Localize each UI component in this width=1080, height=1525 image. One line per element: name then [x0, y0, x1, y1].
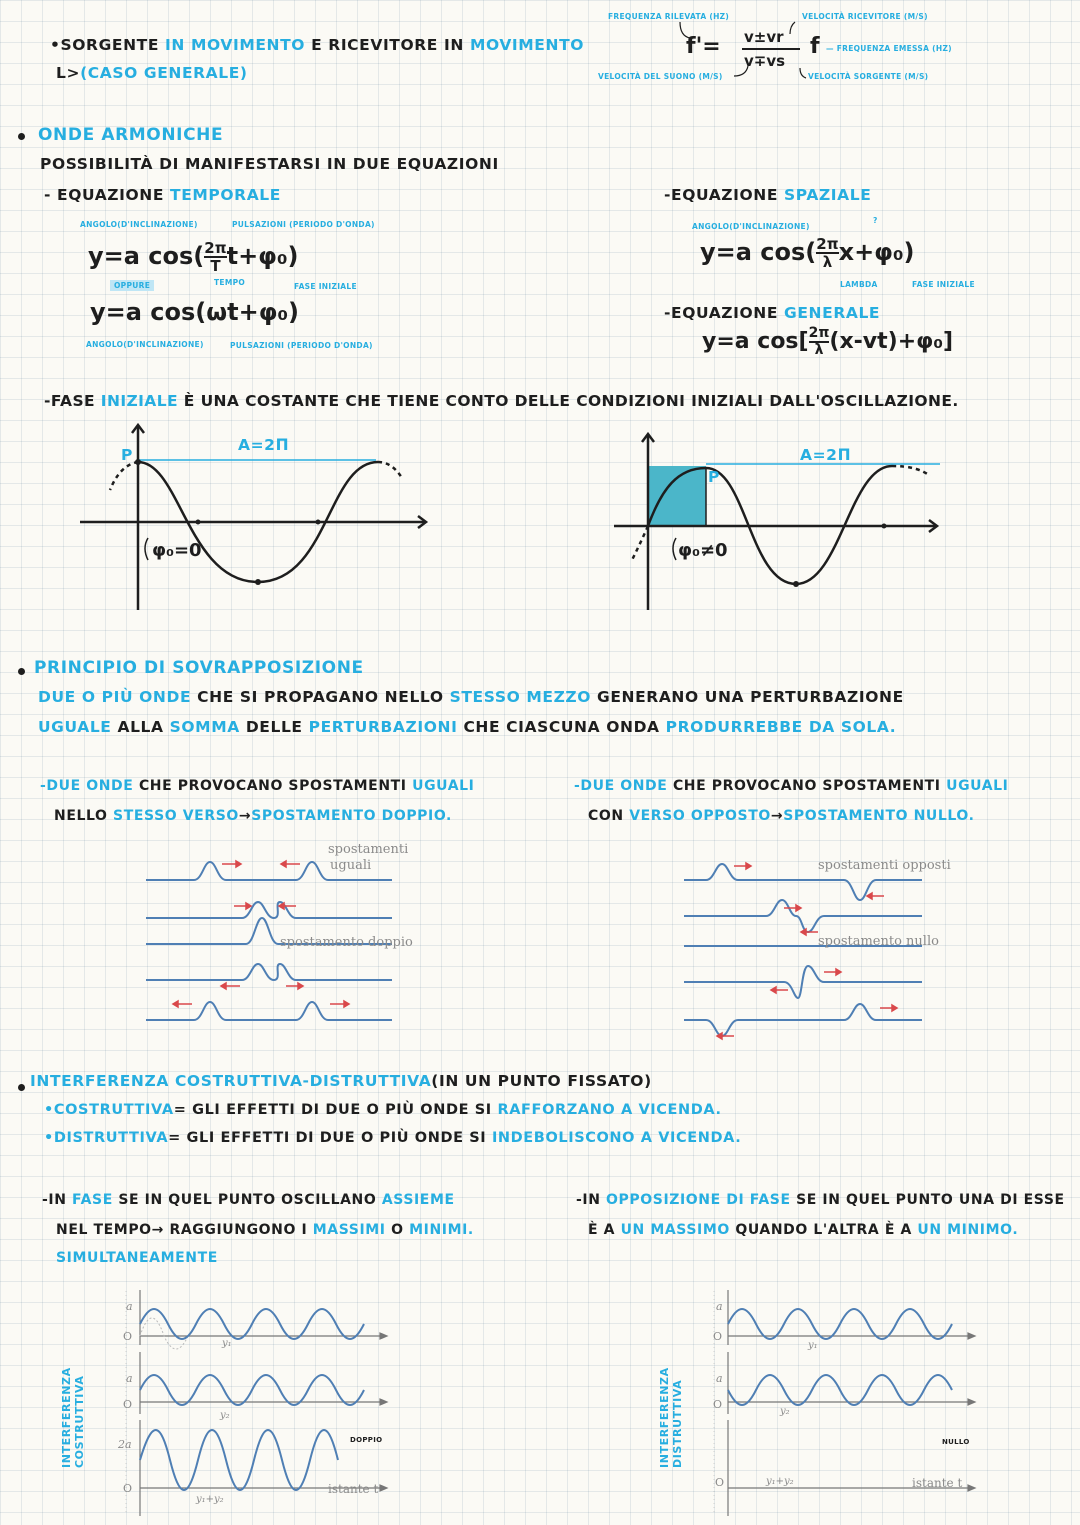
- header-title: •SORGENTE IN MOVIMENTO E RICEVITORE IN MOVIMENTO: [50, 36, 585, 54]
- label-spostamenti-uguali: spostamenti uguali: [328, 842, 409, 873]
- pulse-label-2: PULSAZIONI (PERIODO D'ONDA): [230, 341, 373, 350]
- general-eq: y=a cos[ $\frac{2\pi}{\lambda}$ (x-vt)+φ₀]: [702, 325, 954, 358]
- fase-iniziale-label: FASE INIZIALE: [294, 282, 357, 291]
- phase-graph-nonzero: [600, 424, 960, 614]
- axis-zero-r3: O: [715, 1476, 725, 1489]
- harmonic-title: ONDE ARMONICHE: [38, 125, 224, 145]
- sup-right-line1: -DUE ONDE CHE PROVOCANO SPOSTAMENTI UGUALI: [574, 778, 1009, 794]
- sup-right-line2: CON VERSO OPPOSTO→SPOSTAMENTO NULLO.: [588, 808, 975, 824]
- doppler-connectors: [0, 0, 1080, 100]
- axis-a-r2: a: [716, 1372, 723, 1385]
- doppler-rhs: f: [810, 34, 820, 59]
- axis-zero-r2: O: [713, 1398, 723, 1411]
- fase-sentence: -FASE INIZIALE È UNA COSTANTE CHE TIENE CONTO DELLE CONDIZIONI INIZIALI DALL'OSCILLAZIONE.: [44, 392, 959, 410]
- label-y2: y₂: [220, 1410, 230, 1421]
- sup-left-line2: NELLO STESSO VERSO→SPOSTAMENTO DOPPIO.: [54, 808, 452, 824]
- bullet: [18, 133, 25, 140]
- label-spostamento-doppio: spostamento doppio: [280, 935, 413, 950]
- side-label-distruttiva: INTERFERENZA DISTRUTTIVA: [658, 1367, 684, 1468]
- graph2-phi: φ₀≠0: [678, 540, 728, 561]
- label-y2-r: y₂: [780, 1406, 790, 1417]
- spatial-eq: y=a cos( $\frac{2\pi}{\lambda}$ x+φ₀): [700, 235, 915, 271]
- doppio-label: DOPPIO: [350, 1436, 383, 1444]
- label-freq-emessa: — FREQUENZA EMESSA (HZ): [826, 44, 952, 53]
- axis-a-r1: a: [716, 1300, 723, 1313]
- lambda-label: LAMBDA: [840, 280, 878, 289]
- bullet: [18, 668, 25, 675]
- label-vel-sorgente: VELOCITÀ SORGENTE (M/S): [808, 72, 929, 81]
- axis-a-2: a: [126, 1372, 133, 1385]
- axis-zero-3: O: [123, 1482, 133, 1495]
- spatial-question: ?: [873, 216, 878, 225]
- istante-right: istante t: [912, 1476, 963, 1490]
- pulse-label: PULSAZIONI (PERIODO D'ONDA): [232, 220, 375, 229]
- label-vel-ricevitore: VELOCITÀ RICEVITORE (M/S): [802, 12, 928, 21]
- angle-label: ANGOLO(D'INCLINAZIONE): [80, 220, 198, 229]
- label-vel-suono: VELOCITÀ DEL SUONO (M/S): [598, 72, 723, 81]
- in-fase-line3: SIMULTANEAMENTE: [56, 1250, 218, 1266]
- graph1-phi: φ₀=0: [152, 540, 202, 561]
- superposition-title: PRINCIPIO DI SOVRAPPOSIZIONE: [34, 658, 364, 678]
- spatial-fase-label: FASE INIZIALE: [912, 280, 975, 289]
- nullo-label: NULLO: [942, 1438, 970, 1446]
- sup-left-line1: -DUE ONDE CHE PROVOCANO SPOSTAMENTI UGUALI: [40, 778, 475, 794]
- doppler-denominator: v∓vs: [744, 52, 786, 70]
- angle-label-2: ANGOLO(D'INCLINAZIONE): [86, 340, 204, 349]
- spatial-angle-label: ANGOLO(D'INCLINAZIONE): [692, 222, 810, 231]
- in-fase-line1: -IN FASE SE IN QUEL PUNTO OSCILLANO ASSIEME: [42, 1192, 455, 1208]
- costruttiva-def: •COSTRUTTIVA= GLI EFFETTI DI DUE O PIÙ ONDE SI RAFFORZANO A VICENDA.: [44, 1102, 722, 1118]
- graph1-a-label: A=2Π: [238, 436, 290, 454]
- general-heading: -EQUAZIONE GENERALE: [664, 304, 881, 322]
- distruttiva-def: •DISTRUTTIVA= GLI EFFETTI DI DUE O PIÙ ONDE SI INDEBOLISCONO A VICENDA.: [44, 1130, 742, 1146]
- label-spostamento-nullo: spostamento nullo: [818, 934, 939, 949]
- axis-zero-2: O: [123, 1398, 133, 1411]
- label-freq-rilevata: FREQUENZA RILEVATA (HZ): [608, 12, 730, 21]
- in-fase-line2: NEL TEMPO→ RAGGIUNGONO I MASSIMI O MINIMI.: [56, 1222, 474, 1238]
- temporal-heading: - EQUAZIONE TEMPORALE: [44, 186, 281, 204]
- oppure-badge: OPPURE: [110, 280, 154, 291]
- bullet: [18, 1084, 25, 1091]
- harmonic-intro: POSSIBILITÀ DI MANIFESTARSI IN DUE EQUAZIONI: [40, 155, 499, 173]
- doppler-numerator: v±vr: [744, 28, 784, 46]
- label-y1-r: y₁: [808, 1340, 818, 1351]
- opposizione-line1: -IN OPPOSIZIONE DI FASE SE IN QUEL PUNTO UNA DI ESSE: [576, 1192, 1065, 1208]
- side-label-costruttiva: INTERFERENZA COSTRUTTIVA: [60, 1367, 86, 1468]
- temporal-eq2: y=a cos(ωt+φ₀): [90, 298, 299, 326]
- pulses-opposite-direction: [684, 840, 944, 1060]
- label-ysum: y₁+y₂: [196, 1494, 224, 1505]
- label-spostamenti-opposti: spostamenti opposti: [818, 858, 951, 873]
- axis-zero-1: O: [123, 1330, 133, 1343]
- header-subtitle: L>(CASO GENERALE): [56, 64, 248, 82]
- label-y1: y₁: [222, 1338, 232, 1349]
- graph2-a-label: A=2Π: [800, 446, 852, 464]
- axis-zero-r1: O: [713, 1330, 723, 1343]
- graph1-p: P: [121, 446, 133, 464]
- initial-phase-area: [648, 466, 706, 526]
- superposition-line2: UGUALE ALLA SOMMA DELLE PERTURBAZIONI CHE CIASCUNA ONDA PRODURREBBE DA SOLA.: [38, 718, 897, 736]
- tempo-label: TEMPO: [214, 278, 246, 287]
- label-ysum-r: y₁+y₂: [766, 1476, 794, 1487]
- istante-left: istante t: [328, 1482, 379, 1496]
- graph2-p: P: [708, 468, 720, 486]
- axis-a-1: a: [126, 1300, 133, 1313]
- doppler-lhs: f'=: [686, 34, 721, 59]
- interference-title: INTERFERENZA COSTRUTTIVA-DISTRUTTIVA(IN UN PUNTO FISSATO): [30, 1072, 652, 1090]
- spatial-heading: -EQUAZIONE SPAZIALE: [664, 186, 872, 204]
- axis-2a: 2a: [118, 1438, 132, 1451]
- opposizione-line2: È A UN MASSIMO QUANDO L'ALTRA È A UN MINIMO.: [588, 1222, 1019, 1238]
- superposition-line1: DUE O PIÙ ONDE CHE SI PROPAGANO NELLO STESSO MEZZO GENERANO UNA PERTURBAZIONE: [38, 688, 904, 706]
- temporal-eq1: y=a cos( $\frac{2\pi}{T}$ t+φ₀): [88, 239, 299, 275]
